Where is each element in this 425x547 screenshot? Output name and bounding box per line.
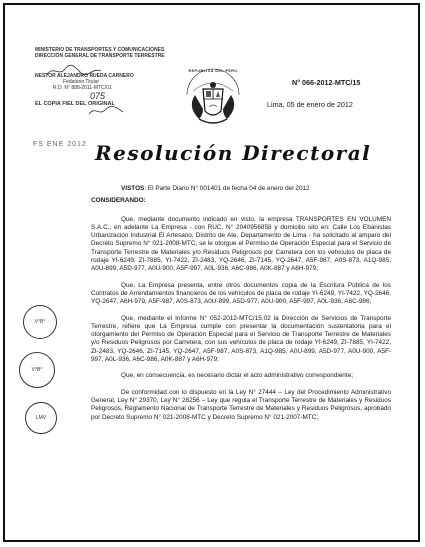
stamp-line: Fedatario Titular xyxy=(63,79,100,85)
paragraph-4: Que, en consecuencia, es necesario dictar el acto administrativo correspondiente; xyxy=(121,372,353,380)
paragraph-5: De conformidad con lo dispuesto en la Ley N° 27444 – Ley del Procedimiento Administrativo General, Ley N° 29370, Ley N° 28256 – Ley que regula el Transporte Terrestre de Materiales y Residuos Peligrosos, Reglamento Nacional de Transporte Terrestre de Materiales y Residuos Peligrosos, aprobado por Decreto Supremo N° 021-2008-MTC y Decreto Supremo N° 021-2007-MTC; xyxy=(91,388,391,421)
folio-stamp: FS ENE 2012 xyxy=(33,141,87,148)
resolution-number: N° 066-2012-MTC/15 xyxy=(292,78,361,87)
paragraph-1: Que, mediante documento indicado en visto, la empresa TRANSPORTES EN VOLUMEN S.A.C., en adelante La Empresa - con RUC. N° 2040956858 y domicilio sito en: Calle Los Ebanistas Urbanización Industrial El Artesano, Distrito de Ate, Departamento de Lima - ha solicitado al amparo del Decreto Supremo N° 021-2008-MTC, se le otorgue el Permiso de Operación Especial para el Servicio de Transporte Terrestre de Materiales y/o Residuos Peligrosos por Carretera con los vehículos de placa de rodaje YI-6249, ZI-7885, YI-7422, ZI-2483, YQ-2646, ZI-7145, YQ-2647, A5F-987, A0S-873, A1Q-985, A0U-899, A5D-977, A0U-900, A5F-997, A0L-936, A6C-986, A0K-887 y A6H-979; xyxy=(91,215,391,273)
stamp-line: NESTOR ALEJANDRO RUEDA CARNERO xyxy=(35,73,134,79)
approval-seal xyxy=(25,402,57,434)
resolution-date: Lima, 05 de enero de 2012 xyxy=(267,100,353,109)
approval-seal xyxy=(23,305,57,339)
seal-text: V°B° xyxy=(34,319,46,325)
peru-crest xyxy=(173,65,253,133)
crest-text: REPUBLICA DEL PERU xyxy=(188,69,238,73)
stamp-number: 075 xyxy=(90,91,106,101)
stamp-line: DIRECCION GENERAL DE TRANSPORTE TERRESTRE xyxy=(35,53,165,59)
signature-scribble xyxy=(45,63,105,79)
considerando-heading: CONSIDERANDO: xyxy=(91,197,146,205)
stamp-line: R.D. N° 888-2011-MTC/01 xyxy=(53,85,112,91)
document-frame xyxy=(3,3,420,542)
paragraph-3: Que, mediante el Informe N° 052-2012-MTC/15.02 la Dirección de Servicios de Transporte Terrestre, refiere que La Empresa cumple con presentar la documentación sustentatoria para el otorgamiento del Permiso de Operación Especial para el Servicio de Transporte Terrestre de Materiales y/o Residuos Peligrosos por Carretera, con sus vehículos de placa de rodaje YI-6249, ZI-7885, YI-7422, ZI-2483, YQ-2646, ZI-7145, YQ-2647, A5F-987, A0S-873, A1Q-985, A0U-899, A5D-977, A0U-900, A5F-997, A0L-936, A6C-986, A0K-887 y A6H-979; xyxy=(91,314,391,364)
paragraph-2: Que, La Empresa presenta, entre otros documentos copia de la Escritura Pública de los Contratos de Arrendamientos financieros de los vehículos de placa de rodaje YI-6249, YI-7422, YQ-2646, YQ-2647, A6H-979, A5F-987, A0S-873, A0U-899, A5D-977, A0U-900, A5F-997, A0L-936, A6C-986; xyxy=(91,281,391,306)
seal-text: V°B° xyxy=(31,367,43,373)
document-body xyxy=(91,185,391,430)
approval-seal xyxy=(19,352,55,388)
signature-scribble xyxy=(87,104,127,118)
document-page xyxy=(5,5,418,540)
stamp-line: EL COPIA FIEL DEL ORIGINAL xyxy=(35,101,115,107)
vistos-paragraph xyxy=(91,185,391,193)
document-title: Resolución Directoral xyxy=(95,141,372,165)
stamp-line: MINISTERIO DE TRANSPORTES Y COMUNICACIONES xyxy=(35,47,165,53)
vistos-text: : El Parte Diario N° 001401 de fecha 04 de enero del 2012 xyxy=(144,185,310,192)
crest-icon xyxy=(173,65,253,133)
vistos-label: VISTOS xyxy=(121,185,145,192)
seal-text: LMV xyxy=(35,415,47,421)
